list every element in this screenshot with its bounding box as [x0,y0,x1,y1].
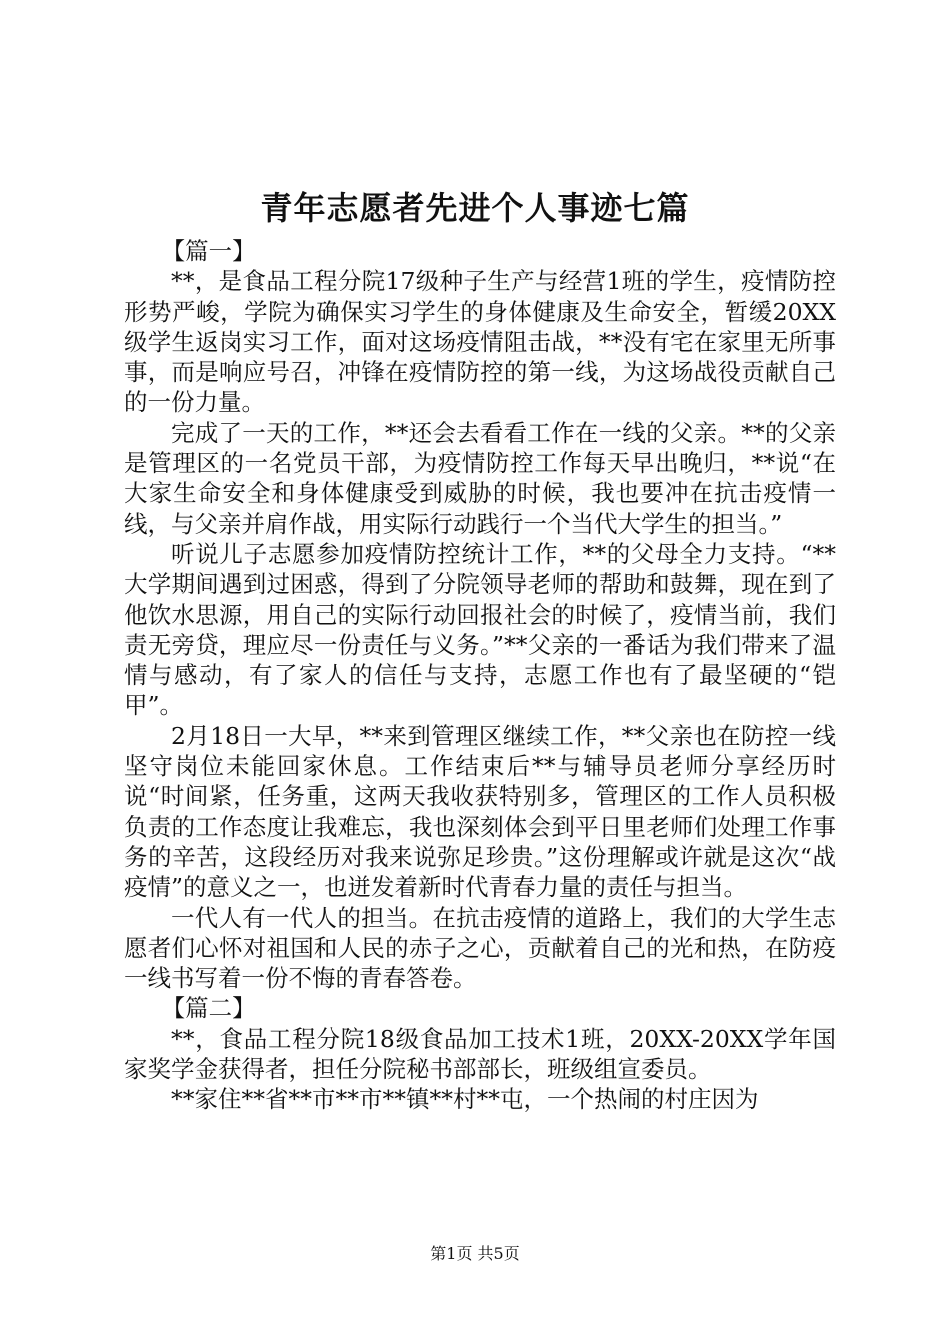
page-footer [0,1243,950,1265]
section-heading: 【篇二】 [161,994,256,1023]
body-paragraph: 完成了一天的工作，**还会去看看工作在一线的父亲。**的父亲是管理区的一名党员干部，为疫情防控工作每天早出晚归，**说“在大家生命安全和身体健康受到威胁的时候，我也要冲在抗击疫情一线，与父亲并肩作战，用实际行动践行一个当代大学生的担当。” [124,418,836,538]
body-paragraph: **家住**省**市**市**镇**村**屯，一个热闹的村庄因为 [171,1085,759,1114]
body-paragraph: **，食品工程分院18级食品加工技术1班，20XX-20XX学年国家奖学金获得者，担任分院秘书部部长，班级组宣委员。 [124,1024,836,1084]
body-paragraph: **，是食品工程分院17级种子生产与经营1班的学生，疫情防控形势严峻，学院为确保实习学生的身体健康及生命安全，暂缓20XX级学生返岗实习工作，面对这场疫情阻击战，**没有宅在家里无所事事，而是响应号召，冲锋在疫情防控的第一线，为这场战役贡献自己的一份力量。 [124,267,836,417]
body-paragraph: 一代人有一代人的担当。在抗击疫情的道路上，我们的大学生志愿者们心怀对祖国和人民的赤子之心，贡献着自己的光和热，在防疫一线书写着一份不悔的青春答卷。 [124,903,836,993]
body-paragraph: 2月18日一大早，**来到管理区继续工作，**父亲也在防控一线坚守岗位未能回家休息。工作结束后**与辅导员老师分享经历时说“时间紧，任务重，这两天我收获特别多，管理区的工作人员积极负责的工作态度让我难忘，我也深刻体会到平日里老师们处理工作事务的辛苦，这段经历对我来说弥足珍贵。”这份理解或许就是这次“战疫情”的意义之一，也迸发着新时代青春力量的责任与担当。 [124,721,836,902]
section-heading: 【篇一】 [161,237,256,265]
document-body [124,236,836,1115]
document-title: 青年志愿者先进个人事迹七篇 [260,189,690,227]
body-paragraph: 听说儿子志愿参加疫情防控统计工作，**的父母全力支持。“**大学期间遇到过困惑，得到了分院领导老师的帮助和鼓舞，现在到了他饮水思源，用自己的实际行动回报社会的时候了，疫情当前，我们责无旁贷，理应尽一份责任与义务。”**父亲的一番话为我们带来了温情与感动，有了家人的信任与支持，志愿工作也有了最坚硬的“铠甲”。 [124,539,836,720]
page-indicator: 第1页 共5页 [430,1244,520,1263]
